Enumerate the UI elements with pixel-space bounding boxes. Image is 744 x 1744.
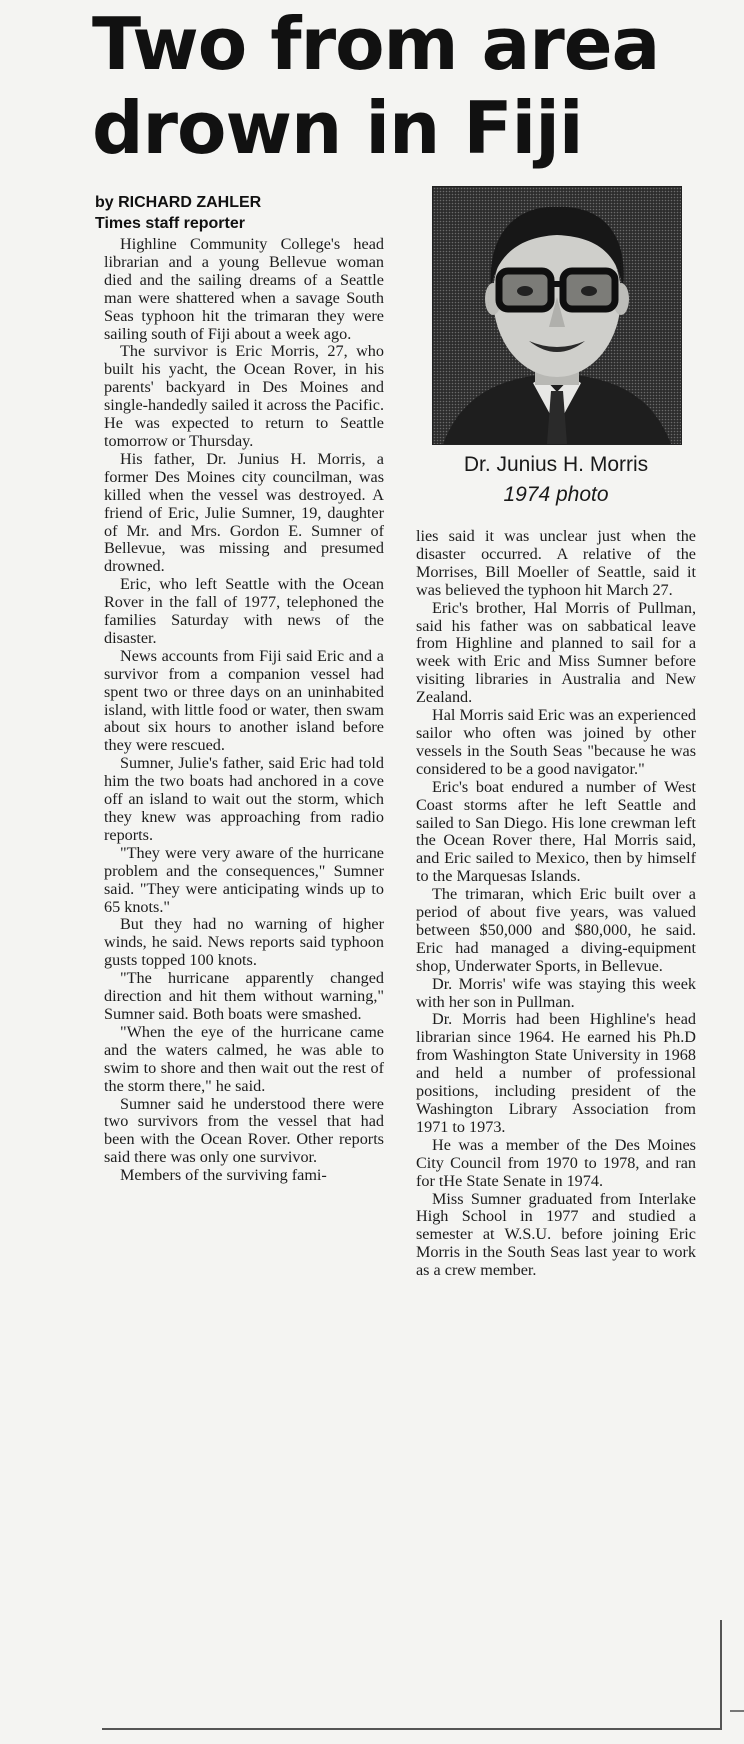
- paragraph: But they had no warning of higher winds, he said. News reports said typhoon gusts topped 100 knots.: [104, 915, 384, 970]
- paragraph: Dr. Morris' wife was staying this week with her son in Pullman.: [416, 974, 696, 1011]
- photo-caption-name: Dr. Junius H. Morris: [463, 453, 649, 476]
- paragraph: Sumner said he understood there were two survivors from the vessel that had been with the Ocean Rover. Other reports said there was only one survivor.: [104, 1094, 384, 1167]
- article-column-1: [104, 236, 384, 1185]
- paragraph: Highline Community College's head librarian and a young Bellevue woman died and the sailing dreams of a Seattle man were shattered when a savage South Seas typhoon hit the trimaran they were sailing south of Fiji about a week ago.: [104, 235, 384, 343]
- paragraph: The survivor is Eric Morris, 27, who built his yacht, the Ocean Rover, in his parents' backyard in Des Moines and single-handedly sailed it across the Pacific. He was expected to return to Seattle tomorrow or Thursday.: [104, 342, 384, 450]
- headline-line-2: drown in Fiji: [92, 86, 583, 170]
- paragraph: Dr. Morris had been Highline's head librarian since 1964. He earned his Ph.D from Washington State University in 1968 and held a number of professional positions, including president of the Washington Library Association from 1971 to 1973.: [416, 1010, 696, 1136]
- article-column-2: [416, 528, 696, 1280]
- portrait-photo: [432, 186, 682, 445]
- bottom-rule: [102, 1728, 722, 1730]
- paragraph: Members of the surviving fami-: [120, 1166, 327, 1185]
- paragraph: "When the eye of the hurricane came and the waters calmed, he was able to swim to shore and then wait out the rest of the storm there," he said.: [104, 1022, 384, 1095]
- paragraph: Sumner, Julie's father, said Eric had told him the two boats had anchored in a cove off an island to wait out the storm, which they knew was approaching from radio reports.: [104, 754, 384, 844]
- paragraph: Eric, who left Seattle with the Ocean Rover in the fall of 1977, telephoned the families Saturday with news of the disaster.: [104, 575, 384, 647]
- edge-mark: [730, 1710, 744, 1712]
- headline-line-1: Two from area: [92, 2, 660, 86]
- paragraph: lies said it was unclear just when the disaster occurred. A relative of the Morrises, Bill Moeller of Seattle, said it was believed the typhoon hit March 27.: [416, 527, 696, 599]
- byline-block: [95, 192, 261, 234]
- byline-role: Times staff reporter: [95, 215, 245, 232]
- paragraph: "The hurricane apparently changed direction and hit them without warning," Sumner said. Both boats were smashed.: [104, 969, 384, 1023]
- paragraph: Eric's brother, Hal Morris of Pullman, said his father was on sabbatical leave from Highline and planned to sail for a week with Eric and Miss Sumner before visiting libraries in Australia and New Zealand.: [416, 598, 696, 707]
- photo-caption: [400, 450, 712, 510]
- right-border-rule: [720, 1620, 722, 1730]
- paragraph: His father, Dr. Junius H. Morris, a former Des Moines city councilman, was killed when the vessel was destroyed. A friend of Eric, Julie Sumner, 19, daughter of Mr. and Mrs. Gordon E. Sumner of Bellevue, was missing and presumed drowned.: [104, 449, 384, 576]
- paragraph: Eric's boat endured a number of West Coast storms after he left Seattle and sailed to San Diego. His lone crewman left the Ocean Rover there, Hal Morris said, and Eric sailed to Mexico, then by himself to the Marquesas Islands.: [416, 777, 696, 886]
- paragraph: Hal Morris said Eric was an experienced sailor who often was joined by other vessels in the South Seas "because he was considered to be a good navigator.": [416, 706, 696, 778]
- headline: [92, 2, 659, 170]
- paragraph: The trimaran, which Eric built over a period of about five years, was valued between $50,000 and $80,000, he said. Eric had managed a diving-equipment shop, Underwater Sports, in Bellevue.: [416, 885, 696, 975]
- portrait-image: [433, 187, 681, 444]
- photo-caption-year: 1974 photo: [503, 483, 609, 506]
- paragraph: Miss Sumner graduated from Interlake High School in 1977 and studied a semester at W.S.U. before joining Eric Morris in the South Seas last year to work as a crew member.: [416, 1189, 696, 1280]
- paragraph: News accounts from Fiji said Eric and a survivor from a companion vessel had spent two or three days on an uninhabited island, with little food or water, then swam about six hours to another island before they were rescued.: [104, 646, 384, 755]
- byline: by RICHARD ZAHLER: [95, 194, 262, 211]
- paragraph: He was a member of the Des Moines City Council from 1970 to 1978, and ran for tHe State Senate in 1974.: [416, 1135, 696, 1190]
- paragraph: "They were very aware of the hurricane problem and the consequences," Sumner said. "They were anticipating winds up to 65 knots.": [104, 843, 384, 916]
